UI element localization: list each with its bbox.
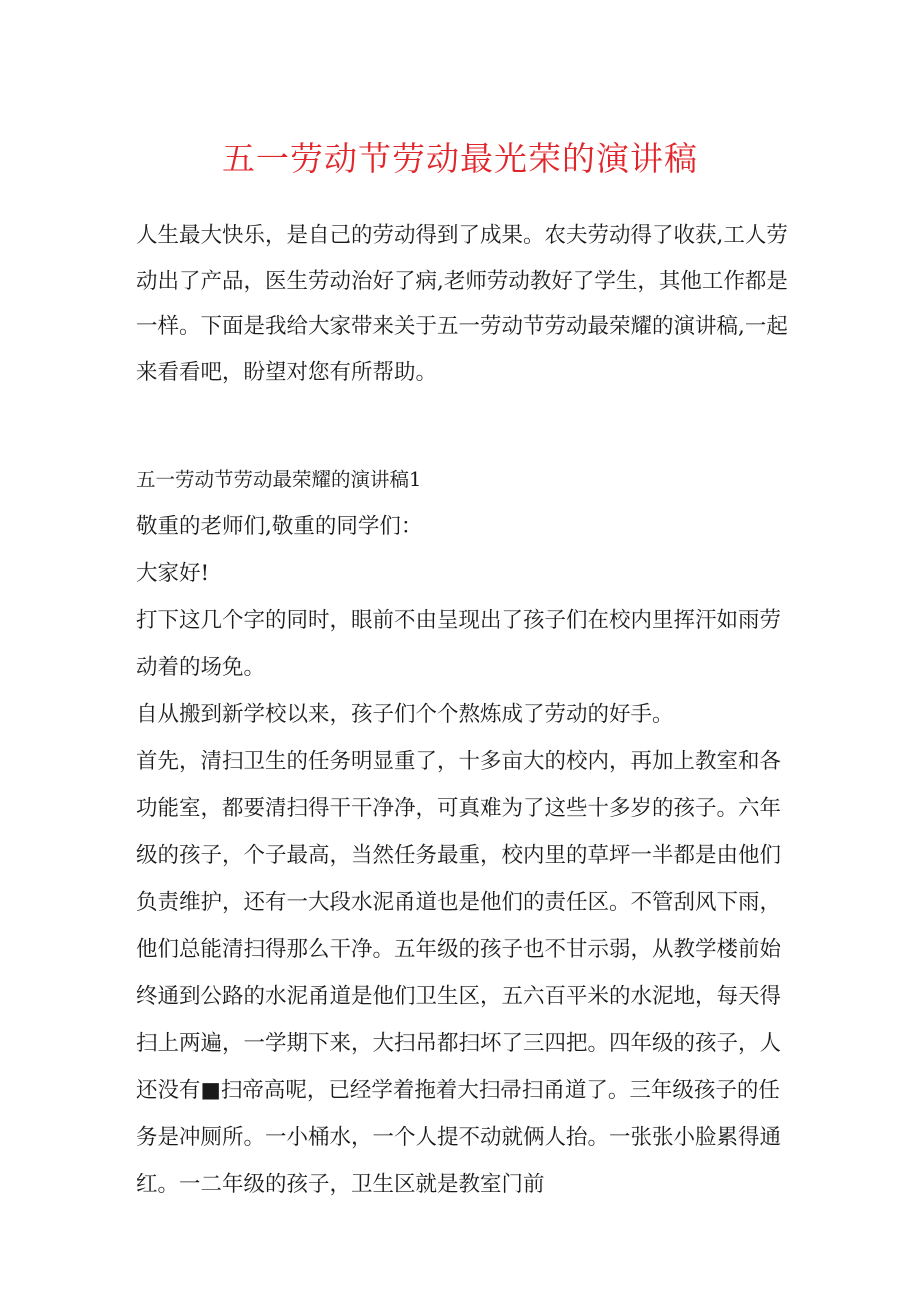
hello-line: 大家好! <box>136 561 210 586</box>
greeting-line: 敬重的老师们,敬重的同学们： <box>136 514 423 539</box>
section-title: 五一劳动节劳动最荣耀的演讲稿1 <box>136 468 422 491</box>
body-paragraph: 打下这几个字的同时，眼前不由呈现出了孩子们在校内里挥汗如雨劳动着的场免。 <box>136 608 782 680</box>
body-paragraph: 首先，清扫卫生的任务明显重了，十多亩大的校内，再加上教室和各功能室，都要清扫得干干净净，可真难为了这些十多岁的孩子。六年级的孩子，个子最高，当然任务最重，校内里的草坪一半都是由他们负责维护，还有一大段水泥甬道也是他们的责任区。不管刮风下雨，他们总能清扫得那么干净。五年级的孩子也不甘示弱，从教学楼前始终通到公路的水泥甬道是他们卫生区，五六百平米的水泥地，每天得扫上两遍，一学期下来，大扫吊都扫坏了三四把。四年级的孩子，人还没有■扫帝高呢，已经学着拖着大扫帚扫甬道了。三年级孩子的任务是冲厕所。一小桶水，一个人提不动就俩人抬。一张张小脸累得通红。一二年级的孩子，卫生区就是教室门前 <box>136 749 782 1197</box>
speech-body <box>136 456 796 1208</box>
document-title: 五一劳动节劳动最光荣的演讲稿 <box>222 139 698 178</box>
body-paragraph: 自从搬到新学校以来，孩子们个个熬炼成了劳动的好手。 <box>136 702 674 727</box>
intro-paragraph: 人生最大快乐，是自己的劳动得到了成果。农夫劳动得了收获,工人劳动出了产品，医生劳动治好了病,老师劳动教好了学生，其他工作都是一样。下面是我给大家带来关于五一劳动节劳动最荣耀的演讲稿,一起来看看吧，盼望对您有所帮助。 <box>136 223 788 385</box>
